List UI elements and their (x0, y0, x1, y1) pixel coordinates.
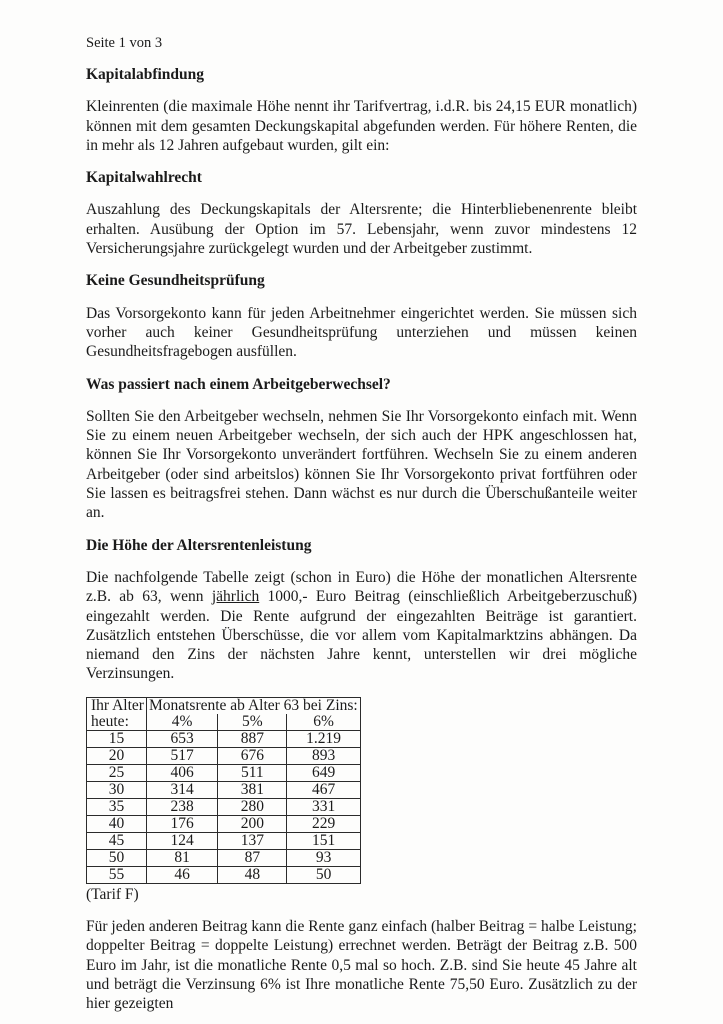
table-cell: 517 (146, 747, 217, 764)
age-header-line2: heute: (91, 712, 129, 730)
rate-header-cell: 6% (287, 714, 360, 731)
section-gesundheitspruefung (86, 271, 637, 361)
table-cell: 238 (146, 798, 217, 815)
table-row (87, 815, 361, 832)
section-heading: Keine Gesundheitsprüfung (86, 272, 265, 290)
table-cell: 15 (87, 730, 147, 747)
table-cell: 676 (218, 747, 287, 764)
table-cell: 87 (218, 849, 287, 866)
paragraph: Sollten Sie den Arbeitgeber wechseln, nehmen Sie Ihr Vorsorgekonto einfach mit. Wenn Sie zu einem neuen Arbeitgeber wechseln, der sich auch der HPK angeschlossen hat, können Sie Ihr Vorsorgekonto unverändert fortführen. Wechseln Sie zu einem anderen Arbeitgeber (oder sind arbeitslos) können Sie Ihr Vorsorgekonto privat fortführen oder Sie lassen es beitragsfrei stehen. Dann wächst es nur durch die Überschußanteile weiter an. (86, 407, 637, 522)
table-cell: 229 (287, 815, 360, 832)
table-cell: 280 (218, 798, 287, 815)
pension-rates-table (86, 697, 361, 884)
table-cell: 40 (87, 815, 147, 832)
table-cell: 46 (146, 866, 217, 883)
rate-header-cell: 4% (146, 714, 217, 731)
section-heading: Kapitalabfindung (86, 66, 205, 83)
section-altersrentenleistung (86, 536, 637, 684)
table-cell: 20 (87, 747, 147, 764)
paragraph: Das Vorsorgekonto kann für jeden Arbeitnehmer eingerichtet werden. Sie müssen sich vorher auch keiner Gesundheitsprüfung unterziehen und müssen keinen Gesundheitsfragebogen ausfüllen. (86, 304, 637, 361)
table-cell: 151 (287, 832, 360, 849)
table-cell: 93 (287, 849, 360, 866)
table-cell: 81 (146, 849, 217, 866)
table-row (87, 866, 361, 883)
rates-table-body (87, 730, 361, 883)
rates-table-head (87, 697, 361, 730)
page-number-header: Seite 1 von 3 (86, 35, 163, 51)
paragraph (86, 568, 637, 684)
table-row (87, 798, 361, 815)
table-cell: 649 (287, 764, 360, 781)
table-row (87, 747, 361, 764)
table-cell: 331 (287, 798, 360, 815)
section-heading: Die Höhe der Altersrentenleistung (86, 536, 312, 554)
rate-header-cell: 5% (218, 714, 287, 731)
table-cell: 30 (87, 781, 147, 798)
section-kapitalabfindung (86, 65, 637, 155)
table-cell: 35 (87, 798, 147, 815)
paragraph-text: 1000,- Euro Beitrag (einschließlich Arbeitgeberzuschuß) eingezahlt werden. Die Rente aufgrund der eingezahlten Beiträge ist garantiert. Zusätzlich entstehen Überschüsse, die vor allem vom Kapitalmarktzins abhängen. Da niemand den Zins der nächsten Jahre kennt, unterstellen wir drei mögliche Verzinsungen. (86, 588, 637, 683)
table-cell: 653 (146, 730, 217, 747)
table-cell: 511 (218, 764, 287, 781)
table-cell: 25 (87, 764, 147, 781)
table-cell: 381 (218, 781, 287, 798)
table-row (87, 781, 361, 798)
section-kapitalwahlrecht (86, 168, 637, 258)
age-header-line1: Ihr Alter (91, 697, 144, 714)
paragraph-text: Die nachfolgende Tabelle zeigt (schon in Euro) die Höhe der monatlichen Altersrente z.B. ab 63, wenn (86, 568, 637, 606)
section-heading: Was passiert nach einem Arbeitgeberwechsel? (86, 375, 391, 393)
table-cell: 124 (146, 832, 217, 849)
table-cell: 55 (87, 866, 147, 883)
table-header-row (87, 697, 361, 714)
age-header-cell (87, 697, 147, 730)
table-row (87, 849, 361, 866)
span-header-cell: Monatsrente ab Alter 63 bei Zins: (146, 697, 360, 714)
table-cell: 200 (218, 815, 287, 832)
paragraph: Kleinrenten (die maximale Höhe nennt ihr Tarifvertrag, i.d.R. bis 24,15 EUR monatlich) können mit dem gesamten Deckungskapital abgefunden werden. Für höhere Renten, die in mehr als 12 Jahren aufgebaut wurden, gilt ein: (86, 98, 637, 154)
section-arbeitgeberwechsel (86, 375, 637, 523)
table-cell: 887 (218, 730, 287, 747)
closing-paragraph: Für jeden anderen Beitrag kann die Rente ganz einfach (halber Beitrag = halbe Leistung; doppelter Beitrag = doppelte Leistung) errechnet werden. Beträgt der Beitrag z.B. 500 Euro im Jahr, ist die monatliche Rente 0,5 mal so hoch. Z.B. sind Sie heute 45 Jahre alt und beträgt die Verzinsung 6% ist Ihre monatliche Rente 75,50 Euro. Zusätzlich zu der hier gezeigten (86, 918, 637, 1013)
table-row (87, 832, 361, 849)
table-cell: 137 (218, 832, 287, 849)
table-cell: 467 (287, 781, 360, 798)
table-cell: 176 (146, 815, 217, 832)
table-cell: 314 (146, 781, 217, 798)
paragraph: Auszahlung des Deckungskapitals der Altersrente; die Hinterbliebenenrente bleibt erhalten. Ausübung der Option im 57. Lebensjahr, wenn zuvor mindestens 12 Versicherungsjahre zurückgelegt wurden und der Arbeitgeber zustimmt. (86, 201, 637, 258)
table-cell: 893 (287, 747, 360, 764)
table-cell: 50 (87, 849, 147, 866)
table-cell: 48 (218, 866, 287, 883)
table-cell: 50 (287, 866, 360, 883)
table-caption-tarif: (Tarif F) (86, 885, 139, 903)
table-row (87, 764, 361, 781)
underlined-word: jährlich (211, 588, 260, 606)
table-cell: 1.219 (287, 730, 360, 747)
section-heading: Kapitalwahlrecht (86, 169, 202, 187)
table-cell: 45 (87, 832, 147, 849)
table-row (87, 730, 361, 747)
table-cell: 406 (146, 764, 217, 781)
